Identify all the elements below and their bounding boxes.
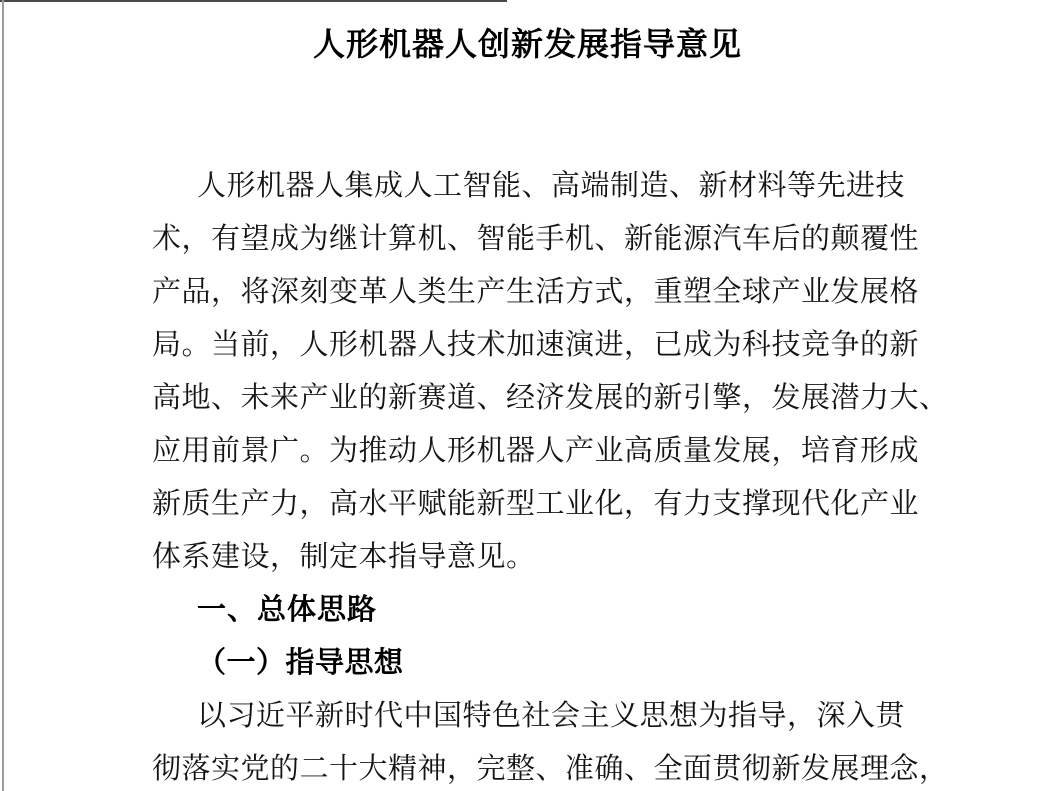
- text-line: 局。当前，人形机器人技术加速演进，已成为科技竞争的新: [152, 329, 920, 361]
- text-line: 人形机器人集成人工智能、高端制造、新材料等先进技: [197, 170, 906, 202]
- text-line: 体系建设，制定本指导意见。: [152, 541, 536, 573]
- text-line: 应用前景广。为推动人形机器人产业高质量发展，培育形成: [152, 435, 920, 467]
- text-line: 高地、未来产业的新赛道、经济发展的新引擎，发展潜力大、: [152, 382, 949, 414]
- window-left-edge: [2, 0, 4, 791]
- window-top-edge: [0, 0, 507, 2]
- text-line: 术，有望成为继计算机、智能手机、新能源汽车后的颠覆性: [152, 223, 920, 255]
- text-line: 以习近平新时代中国特色社会主义思想为指导，深入贯: [197, 700, 906, 732]
- document-title: 人形机器人创新发展指导意见: [312, 26, 742, 62]
- text-line: 新质生产力，高水平赋能新型工业化，有力支撑现代化产业: [152, 488, 920, 520]
- section-heading: 一、总体思路: [197, 594, 378, 626]
- document-body: [152, 160, 949, 791]
- subsection-heading: （一）指导思想: [197, 647, 404, 679]
- text-line: 产品，将深刻变革人类生产生活方式，重塑全球产业发展格: [152, 276, 920, 308]
- text-line: 彻落实党的二十大精神，完整、准确、全面贯彻新发展理念，: [152, 753, 949, 785]
